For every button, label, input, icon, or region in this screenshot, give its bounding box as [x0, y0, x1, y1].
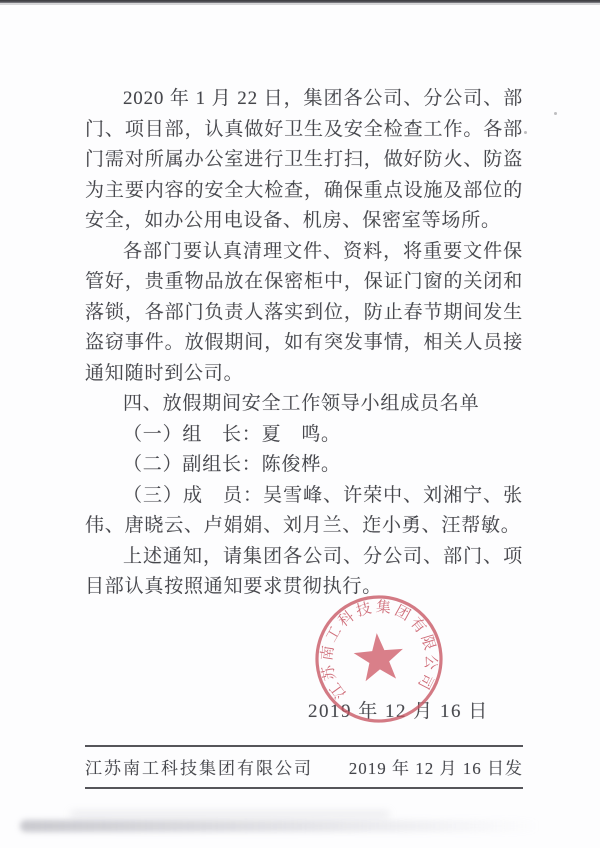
seal-star-icon: [352, 631, 405, 682]
footer-issue-date: 2019 年 12 月 16 日发: [348, 759, 523, 778]
seal-company-name: 江苏南工科技集团有限公司: [319, 599, 439, 701]
scan-speck: [524, 131, 527, 134]
paragraph-closing: 上述通知，请集团各公司、分公司、部门、项目部认真按照通知要求贯彻执行。: [85, 545, 523, 597]
list-item-leader: （一）组 长：夏 鸣。: [123, 423, 341, 445]
footer: [85, 745, 523, 789]
footer-company-name: 江苏南工科技集团有限公司: [85, 759, 313, 778]
scan-speck: [554, 112, 557, 115]
paragraph-documents: 各部门要认真清理文件、资料，将重要文件保管好，贵重物品放在保密柜中，保证门窗的关闭和落锁，各部门负责人落实到位，防止春节期间发生盗窃事件。放假期间，如有突发事情，相关人员接通知随时到公司。: [85, 240, 523, 384]
section-heading: 四、放假期间安全工作领导小组成员名单: [123, 393, 480, 414]
footer-row: [85, 758, 523, 780]
footer-divider-bottom: [85, 787, 523, 789]
footer-divider-top: [85, 745, 523, 747]
seal-date: 2019 年 12 月 16 日: [308, 701, 489, 722]
svg-text:江苏南工科技集团有限公司: [312, 593, 443, 704]
document-body: [85, 84, 523, 603]
scan-top-edge-shadow: [0, 3, 600, 5]
scan-smudge: [20, 820, 540, 832]
list-item-deputy-leader: （二）副组长：陈俊桦。: [123, 454, 341, 475]
paragraph-inspection: 2020 年 1 月 22 日，集团各公司、分公司、部门、项目部，认真做好卫生及安全检查工作。各部门需对所属办公室进行卫生打扫，做好防火、防盗为主要内容的安全大检查，确保重点设施及部位的安全，如办公用电设备、机房、保密室等场所。: [85, 88, 523, 231]
scan-smudge-faint: [70, 811, 390, 817]
list-item-members: （三）成 员：吴雪峰、许荣中、刘湘宁、张伟、唐晓云、卢娟娟、刘月兰、迮小勇、汪帮敏。: [85, 484, 523, 536]
